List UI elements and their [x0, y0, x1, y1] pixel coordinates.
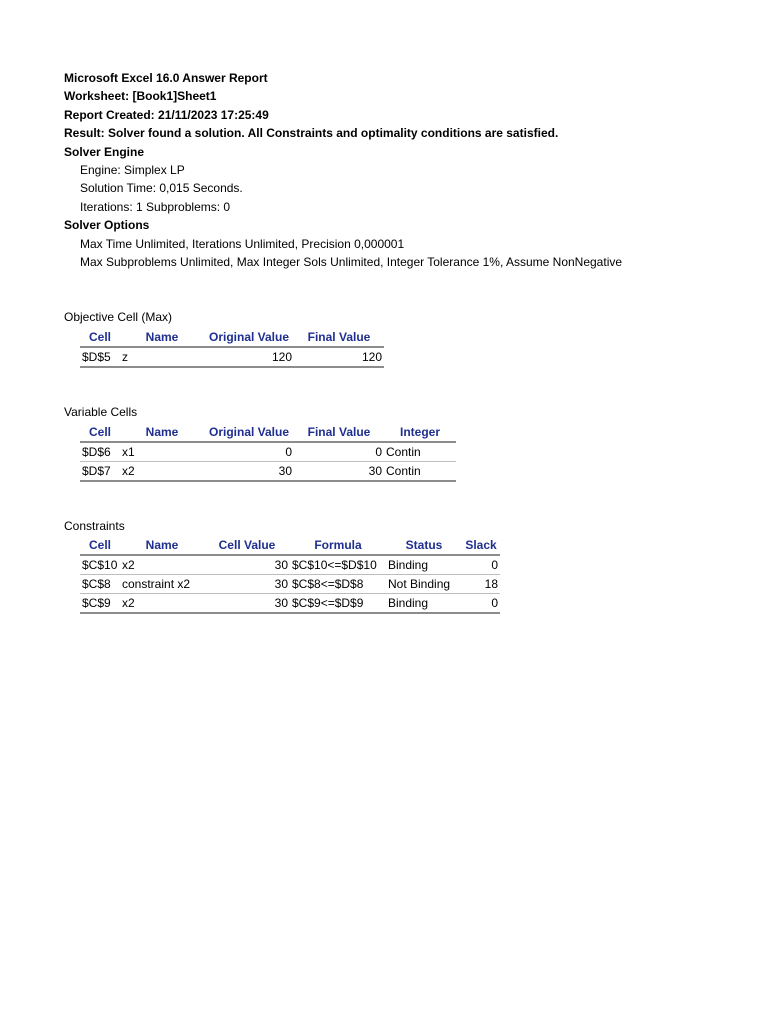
header-name: Name — [120, 423, 204, 442]
constraints-table — [80, 536, 500, 614]
objective-header-row — [80, 328, 384, 347]
table-row — [80, 594, 500, 614]
status: Binding — [386, 594, 462, 614]
header-cell: Cell — [80, 536, 120, 555]
cell-value: 30 — [204, 575, 290, 594]
report-header — [64, 69, 622, 271]
header-final-value: Final Value — [294, 423, 384, 442]
cell-name: x2 — [120, 594, 204, 614]
final-value: 120 — [294, 347, 384, 367]
constraints-section-title: Constraints — [64, 519, 125, 533]
engine-line: Engine: Simplex LP — [80, 162, 185, 177]
formula: $C$9<=$D$9 — [290, 594, 386, 614]
original-value: 0 — [204, 442, 294, 462]
header-status: Status — [386, 536, 462, 555]
integer-type: Contin — [384, 462, 456, 482]
header-slack: Slack — [462, 536, 500, 555]
cell-name: x2 — [120, 555, 204, 575]
header-original-value: Original Value — [204, 328, 294, 347]
cell-ref: $D$6 — [80, 442, 120, 462]
formula: $C$8<=$D$8 — [290, 575, 386, 594]
cell-value: 30 — [204, 594, 290, 614]
status: Not Binding — [386, 575, 462, 594]
table-row — [80, 575, 500, 594]
options-line-2: Max Subproblems Unlimited, Max Integer Sols Unlimited, Integer Tolerance 1%, Assume NonNegative — [80, 254, 623, 269]
header-cell-value: Cell Value — [204, 536, 290, 555]
variables-section-title: Variable Cells — [64, 405, 138, 419]
header-integer: Integer — [384, 423, 456, 442]
table-row — [80, 347, 384, 367]
cell-ref: $D$5 — [80, 347, 120, 367]
original-value: 30 — [204, 462, 294, 482]
slack: 0 — [462, 594, 500, 614]
cell-ref: $C$9 — [80, 594, 120, 614]
table-row — [80, 442, 456, 462]
cell-ref: $C$8 — [80, 575, 120, 594]
solver-engine-heading: Solver Engine — [64, 144, 145, 159]
cell-name: z — [120, 347, 204, 367]
integer-type: Contin — [384, 442, 456, 462]
header-name: Name — [120, 536, 204, 555]
cell-name: x2 — [120, 462, 204, 482]
header-cell: Cell — [80, 423, 120, 442]
status: Binding — [386, 555, 462, 575]
final-value: 0 — [294, 442, 384, 462]
header-formula: Formula — [290, 536, 386, 555]
iterations-line: Iterations: 1 Subproblems: 0 — [80, 199, 231, 214]
report-title: Microsoft Excel 16.0 Answer Report — [64, 71, 268, 85]
objective-table — [80, 328, 384, 368]
cell-ref: $D$7 — [80, 462, 120, 482]
original-value: 120 — [204, 347, 294, 367]
header-cell: Cell — [80, 328, 120, 347]
final-value: 30 — [294, 462, 384, 482]
cell-name: x1 — [120, 442, 204, 462]
table-row — [80, 555, 500, 575]
solution-time-line: Solution Time: 0,015 Seconds. — [80, 181, 243, 196]
result-message: Result: Solver found a solution. All Constraints and optimality conditions are satisfied. — [64, 126, 559, 141]
variables-table — [80, 423, 456, 482]
header-original-value: Original Value — [204, 423, 294, 442]
options-line-1: Max Time Unlimited, Iterations Unlimited, Precision 0,000001 — [80, 236, 405, 251]
cell-name: constraint x2 — [120, 575, 204, 594]
constraints-header-row — [80, 536, 500, 555]
formula: $C$10<=$D$10 — [290, 555, 386, 575]
worksheet-name: Worksheet: [Book1]Sheet1 — [64, 89, 217, 104]
cell-ref: $C$10 — [80, 555, 120, 575]
objective-section-title: Objective Cell (Max) — [64, 310, 173, 324]
slack: 18 — [462, 575, 500, 594]
solver-options-heading: Solver Options — [64, 218, 150, 233]
slack: 0 — [462, 555, 500, 575]
header-name: Name — [120, 328, 204, 347]
cell-value: 30 — [204, 555, 290, 575]
header-final-value: Final Value — [294, 328, 384, 347]
variables-header-row — [80, 423, 456, 442]
report-created: Report Created: 21/11/2023 17:25:49 — [64, 107, 269, 122]
table-row — [80, 462, 456, 482]
